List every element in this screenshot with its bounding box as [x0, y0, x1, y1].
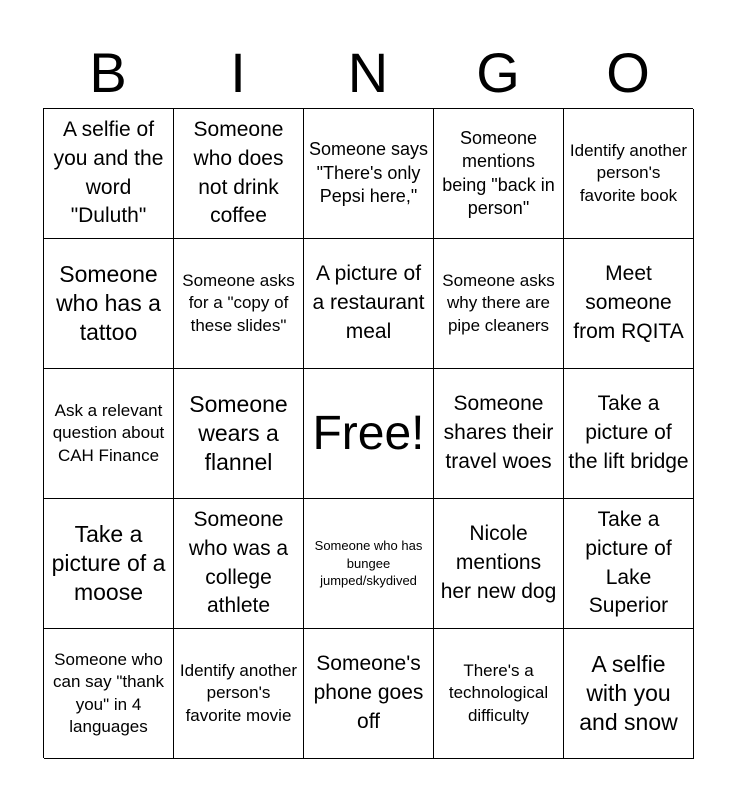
bingo-cell[interactable]	[44, 239, 174, 369]
cell-text: Someone who has a tattoo	[56, 261, 161, 345]
bingo-cell[interactable]	[434, 109, 564, 239]
bingo-cell[interactable]	[564, 499, 694, 629]
cell-text: A selfie of you and the word "Duluth"	[53, 117, 164, 228]
header-letter-n: N	[347, 41, 389, 104]
bingo-cell[interactable]	[564, 109, 694, 239]
bingo-cell[interactable]	[434, 369, 564, 499]
cell-text: Someone who does not drink coffee	[193, 117, 284, 228]
bingo-cell[interactable]	[564, 369, 694, 499]
bingo-cell[interactable]	[44, 499, 174, 629]
free-space[interactable]	[304, 369, 434, 499]
bingo-cell[interactable]	[564, 239, 694, 369]
cell-text: Someone who was a college athlete	[188, 507, 289, 618]
bingo-cell[interactable]	[174, 629, 304, 759]
cell-text: Someone shares their travel woes	[443, 392, 554, 473]
bingo-cell[interactable]	[174, 239, 304, 369]
bingo-cell[interactable]	[304, 109, 434, 239]
bingo-cell[interactable]	[174, 369, 304, 499]
cell-text: Identify another person's favorite movie	[179, 661, 298, 725]
cell-text: Take a picture of the lift bridge	[568, 392, 689, 473]
bingo-cell[interactable]	[434, 499, 564, 629]
cell-text: A selfie with you and snow	[579, 651, 678, 735]
cell-text: Someone mentions being "back in person"	[442, 127, 555, 218]
bingo-cell[interactable]	[174, 109, 304, 239]
cell-text: Take a picture of a moose	[51, 521, 166, 605]
header-letter-g: G	[476, 41, 520, 104]
bingo-cell[interactable]	[304, 629, 434, 759]
cell-text: Someone says "There's only Pepsi here,"	[308, 139, 429, 207]
cell-text: Someone asks why there are pipe cleaners	[442, 271, 555, 335]
cell-text: Nicole mentions her new dog	[440, 522, 557, 603]
bingo-cell[interactable]	[564, 629, 694, 759]
cell-text: Identify another person's favorite book	[569, 141, 688, 205]
free-space-text: Free!	[312, 407, 425, 460]
header-letter-o: O	[606, 41, 650, 104]
bingo-cell[interactable]	[44, 369, 174, 499]
bingo-cell[interactable]	[304, 499, 434, 629]
cell-text: Someone who can say "thank you" in 4 languages	[53, 650, 164, 736]
bingo-cell[interactable]	[44, 109, 174, 239]
cell-text: Take a picture of Lake Superior	[585, 507, 672, 618]
bingo-cell[interactable]	[434, 239, 564, 369]
cell-text: There's a technological difficulty	[448, 661, 549, 725]
bingo-header	[43, 38, 693, 108]
cell-text: Someone asks for a "copy of these slides"	[182, 271, 295, 335]
bingo-cell[interactable]	[434, 629, 564, 759]
header-letter-b: B	[89, 41, 127, 104]
cell-text: Someone's phone goes off	[313, 652, 424, 733]
bingo-cell[interactable]	[44, 629, 174, 759]
bingo-cell[interactable]	[174, 499, 304, 629]
cell-text: Someone wears a flannel	[189, 391, 288, 475]
cell-text: Someone who has bungee jumped/skydived	[314, 538, 423, 589]
cell-text: A picture of a restaurant meal	[312, 262, 425, 343]
cell-text: Ask a relevant question about CAH Finance	[52, 401, 165, 465]
header-letter-i: I	[230, 41, 246, 104]
bingo-cell[interactable]	[304, 239, 434, 369]
cell-text: Meet someone from RQITA	[573, 262, 684, 343]
bingo-grid	[43, 108, 693, 758]
